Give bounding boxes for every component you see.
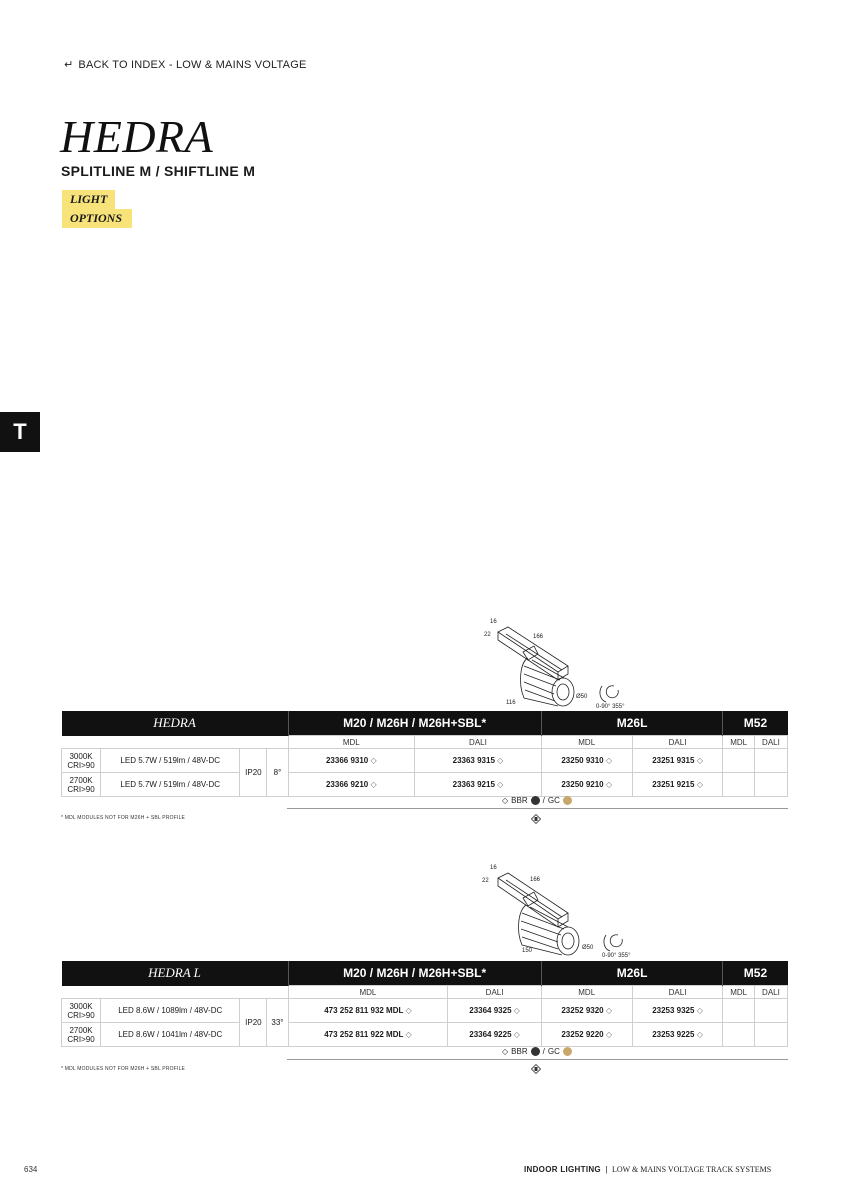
sub-blank [62,986,289,999]
dim-length: 166 [533,634,544,640]
sub-dali: DALI [632,736,723,749]
article-code: 23250 9310 ◇ [541,749,632,773]
side-tab[interactable]: T [0,412,40,452]
sub-mdl: MDL [541,736,632,749]
group-m20: M20 / M26H / M26H+SBL* [288,961,541,986]
light-options-badge[interactable] [62,190,132,228]
badge-line-1: LIGHT [62,190,115,209]
footnote: * MDL MODULES NOT FOR M26H + SBL PROFILE [61,815,186,821]
finish-divider [287,1059,788,1060]
gc-swatch-icon [563,1047,572,1056]
color-temp: 2700K CRI>90 [62,773,101,797]
article-code: 23252 9320 ◇ [541,999,632,1023]
article-code: 23363 9215 ◇ [415,773,542,797]
group-m26l: M26L [541,961,723,986]
empty-cell [754,1023,787,1047]
article-code: 473 252 811 932 MDL ◇ [288,999,448,1023]
sub-mdl: MDL [288,736,415,749]
sub-dali: DALI [632,986,723,999]
empty-cell [723,999,754,1023]
footer-section [524,1165,771,1174]
dim-body: 116 [506,700,516,706]
footnote: * MDL MODULES NOT FOR M26H + SBL PROFILE [61,1066,186,1072]
diamond-icon: ◇ [502,1047,509,1056]
finish-gc: GC [547,1047,560,1056]
dim-side: 22 [484,632,491,638]
article-code: 23251 9215 ◇ [632,773,723,797]
ip-rating: IP20 [240,999,267,1047]
table-name: HEDRA [62,711,289,736]
article-code: 23364 9325 ◇ [448,999,541,1023]
article-code: 23366 9210 ◇ [288,773,415,797]
back-to-index-link[interactable] [64,58,307,71]
color-temp: 3000K CRI>90 [62,749,101,773]
finish-bbr: BBR [511,796,528,805]
footer-category: LOW & MAINS VOLTAGE TRACK SYSTEMS [611,1165,772,1174]
finish-gc: GC [547,796,560,805]
ip-rating: IP20 [240,749,267,797]
table-row [62,1023,788,1047]
table-row [62,773,788,797]
product-drawing-hedra [478,614,638,710]
table-name: HEDRA L [62,961,289,986]
led-spec: LED 5.7W / 519lm / 48V-DC [101,749,240,773]
article-code: 23366 9310 ◇ [288,749,415,773]
article-code: 473 252 811 922 MDL ◇ [288,1023,448,1047]
tilt-rotation: 0-90° 355° [602,953,631,959]
group-m52: M52 [723,961,788,986]
spec-table-hedra-l [61,961,788,1047]
article-code: 23363 9315 ◇ [415,749,542,773]
dim-top: 16 [490,619,497,625]
empty-cell [754,749,787,773]
beam-angle: 8° [267,749,288,797]
sub-mdl: MDL [541,986,632,999]
group-m26l: M26L [541,711,723,736]
led-spec: LED 8.6W / 1089lm / 48V-DC [101,999,240,1023]
article-code: 23253 9225 ◇ [632,1023,723,1047]
product-subtitle: SPLITLINE M / SHIFTLINE M [61,163,256,179]
product-title: HEDRA [60,111,214,162]
finish-sep: / [542,796,545,805]
sub-mdl: MDL [288,986,448,999]
finish-legend [502,1047,572,1056]
sub-dali: DALI [415,736,542,749]
empty-cell [723,749,754,773]
color-temp: 2700K CRI>90 [62,1023,101,1047]
sub-mdl: MDL [723,736,754,749]
dim-diameter: Ø50 [582,945,594,951]
diamond-icon: ◇ [502,796,509,805]
gc-swatch-icon [563,796,572,805]
article-code: 23252 9220 ◇ [541,1023,632,1047]
dim-diameter: Ø50 [576,694,588,700]
badge-line-2: OPTIONS [62,209,132,228]
empty-cell [723,1023,754,1047]
driver-symbol-icon [531,814,541,824]
empty-cell [723,773,754,797]
table-row [62,999,788,1023]
dim-body: 150 [522,948,533,954]
product-drawing-hedra-l [478,861,638,961]
back-label: BACK TO INDEX - LOW & MAINS VOLTAGE [78,58,307,71]
led-spec: LED 8.6W / 1041lm / 48V-DC [101,1023,240,1047]
group-m52: M52 [723,711,788,736]
sub-dali: DALI [448,986,541,999]
bbr-swatch-icon [531,796,540,805]
led-spec: LED 5.7W / 519lm / 48V-DC [101,773,240,797]
finish-legend [502,796,572,805]
driver-symbol-icon [531,1064,541,1074]
article-code: 23250 9210 ◇ [541,773,632,797]
dim-top: 16 [490,865,497,871]
group-m20: M20 / M26H / M26H+SBL* [288,711,541,736]
table-row [62,749,788,773]
spec-table-hedra [61,711,788,797]
page-number: 634 [24,1165,38,1174]
footer-separator: | [605,1165,608,1174]
color-temp: 3000K CRI>90 [62,999,101,1023]
sub-blank [62,736,289,749]
bbr-swatch-icon [531,1047,540,1056]
footer-section-name: INDOOR LIGHTING [524,1165,601,1174]
finish-sep: / [542,1047,545,1056]
finish-divider [287,808,788,809]
article-code: 23251 9315 ◇ [632,749,723,773]
empty-cell [754,999,787,1023]
sub-mdl: MDL [723,986,754,999]
article-code: 23364 9225 ◇ [448,1023,541,1047]
dim-side: 22 [482,878,489,884]
finish-bbr: BBR [511,1047,528,1056]
sub-dali: DALI [754,736,787,749]
article-code: 23253 9325 ◇ [632,999,723,1023]
sub-dali: DALI [754,986,787,999]
empty-cell [754,773,787,797]
beam-angle: 33° [267,999,288,1047]
return-arrow-icon: ↵ [64,59,74,71]
dim-length: 166 [530,877,541,883]
tilt-rotation: 0-90° 355° [596,704,625,710]
